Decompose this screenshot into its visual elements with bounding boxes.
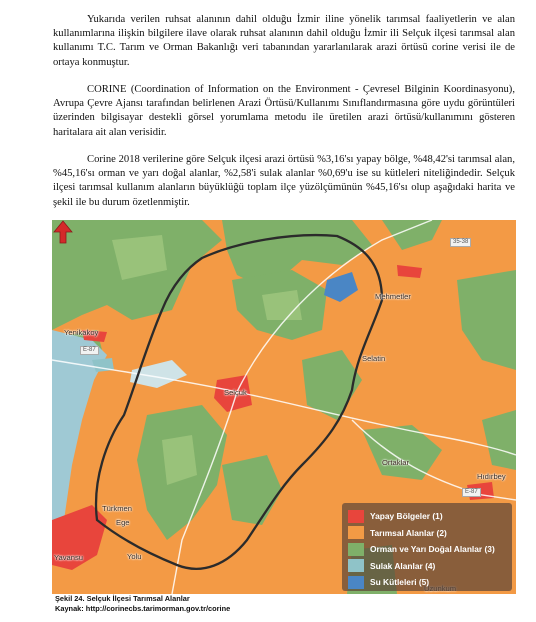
legend-item (348, 525, 506, 542)
legend-swatch (348, 543, 364, 556)
figure-source: Kaynak: http://corinecbs.tarimorman.gov.tr/corine (55, 604, 231, 613)
north-arrow-icon (52, 220, 74, 244)
legend-swatch (348, 559, 364, 572)
place-label-mehmetler: Mehmetler (375, 292, 411, 301)
forest-area (262, 290, 302, 320)
place-label-yeniakoy: Yenikakoy (64, 328, 99, 337)
legend-item (348, 541, 506, 558)
road-shield: 35-38 (450, 238, 471, 247)
legend-item (348, 574, 506, 591)
place-label-hizirbey: Hıdırbey (477, 472, 506, 481)
land-cover-map (52, 220, 516, 594)
legend-label: Sulak Alanlar (4) (370, 560, 436, 571)
place-label-yavansu: Yavansu (54, 553, 83, 562)
place-label-ege: Ege (116, 518, 130, 527)
place-label-selatin: Selatin (362, 354, 386, 363)
place-label-selcuk: Selçuk (224, 388, 247, 397)
legend-swatch (348, 526, 364, 539)
place-label-turkmen: Türkmen (102, 504, 132, 513)
legend-swatch (348, 576, 364, 589)
legend-item (348, 508, 506, 525)
road-shield: E-87 (462, 488, 481, 497)
place-label-yolu: Yolu (127, 552, 142, 561)
place-label-ortaklar: Ortaklar (382, 458, 410, 467)
paragraph-corine-2018-stats: Corine 2018 verilerine göre Selçuk ilçesi arazi örtüsü %3,16'sı yapay bölge, %48,42'si tarımsal alan, %45,16'sı orman ve yarı doğal alanlar, %2,58'i sulak alanlar %0,69'u ise su kütleleri niteliğindedir. Selçuk ilçesi tarımsal kullanım alanların büyüklüğü toplam ilçe yüzölçümünün %45,16'sı olup aşağıdaki harita ve şekil ile bu durum özetlenmiştir. (53, 154, 515, 208)
legend-label: Tarımsal Alanlar (2) (370, 527, 447, 538)
road-shield: E-87 (80, 346, 99, 355)
legend-item (348, 558, 506, 575)
legend-label: Su Kütleleri (5) (370, 577, 430, 588)
legend-label: Yapay Bölgeler (1) (370, 511, 443, 522)
paragraph-intro: Yukarıda verilen ruhsat alanının dahil olduğu İzmir iline yönelik tarımsal faaliyetlerin ve alan kullanımlarına ilişkin bilgilere ilave olarak ruhsat alanının dahil olduğu İzmir ili Selçuk ilçesi tarımsal alan kullanımı T.C. Tarım ve Orman Bakanlığı veri tabanından yararlanılarak arazi örtüsü corine verisi ile de ortaya konmuştur. (53, 14, 515, 68)
map-legend (342, 503, 512, 591)
legend-swatch (348, 510, 364, 523)
legend-label: Orman ve Yarı Doğal Alanlar (3) (370, 544, 495, 555)
paragraph-corine-definition: CORINE (Coordination of Information on the Environment - Çevresel Bilginin Koordinasyonu), Avrupa Çevre Ajansı tarafından belirlenen Arazi Örtüsü/Kullanımı Sınıflandırmasına göre uydu görüntüleri üzerinden bilgisayar destekli görsel yorumlama metodu ile üretilen arazi örtüsü/kullanımını gösteren haritalara ait alan verisidir. (53, 84, 515, 138)
figure-caption: Şekil 24. Selçuk İlçesi Tarımsal Alanlar (55, 594, 190, 603)
